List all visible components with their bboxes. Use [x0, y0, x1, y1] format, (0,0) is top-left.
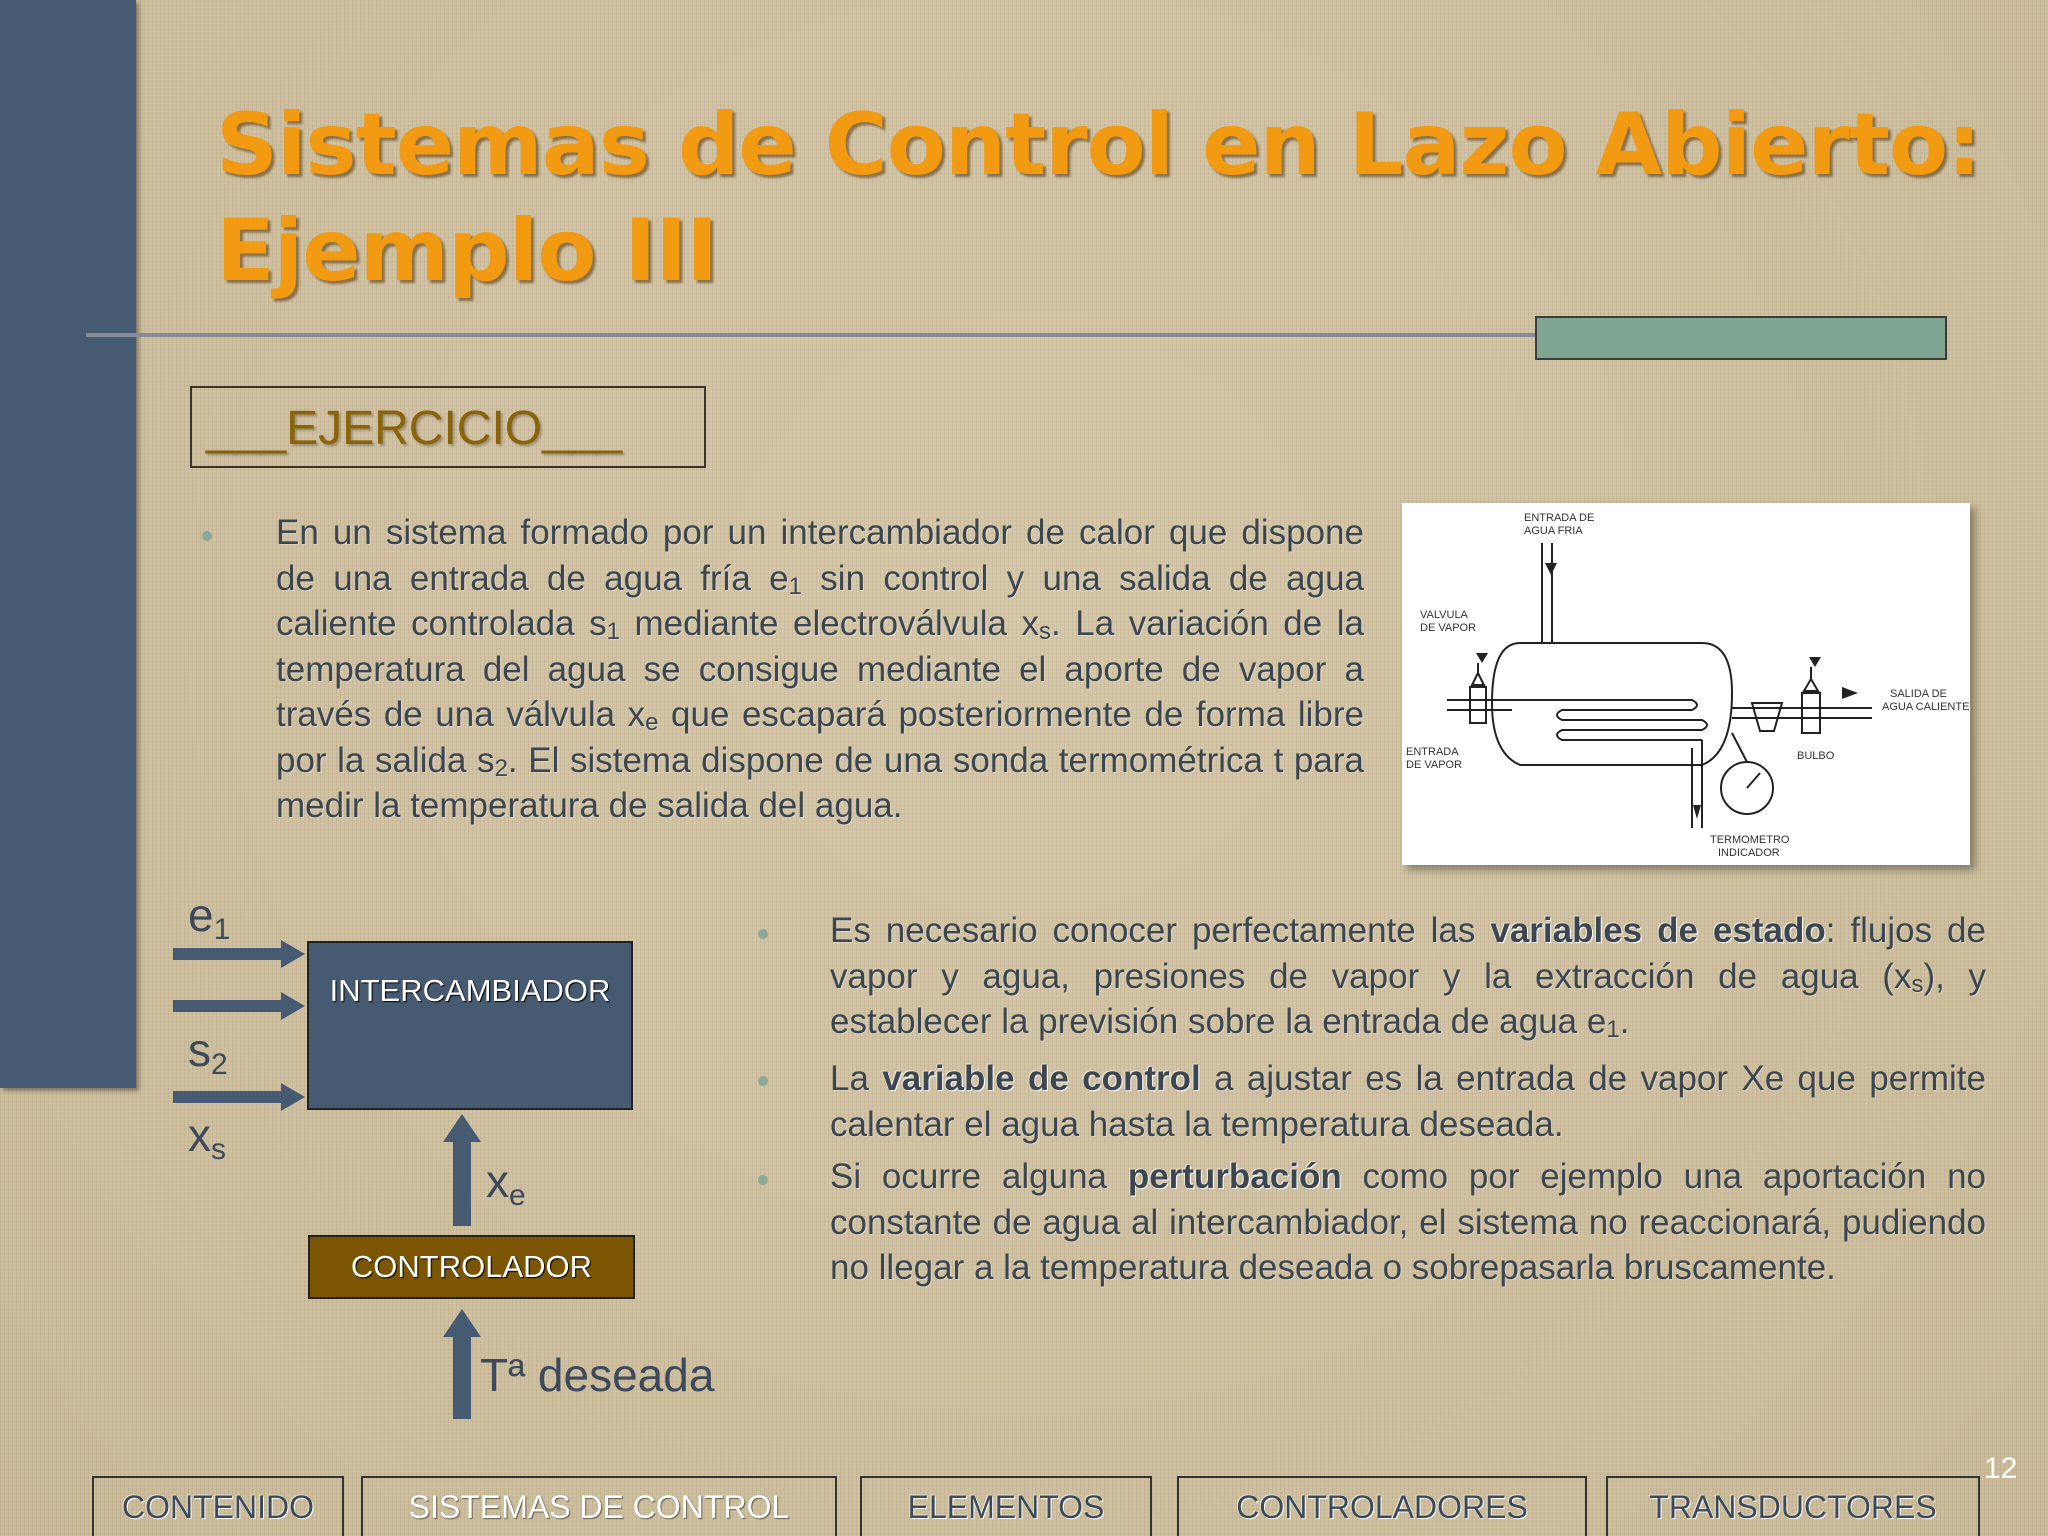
label-xs: $x_s$: [188, 1109, 226, 1166]
nav-contenido-button[interactable]: CONTENIDO: [92, 1476, 344, 1536]
nav-controladores-button[interactable]: CONTROLADORES: [1177, 1476, 1587, 1536]
bullet-dot: [758, 929, 768, 939]
nav-transductores-button[interactable]: TRANSDUCTORES: [1606, 1476, 1980, 1536]
label-salida-agua: SALIDA DE AGUA CALIENTE: [1882, 688, 1970, 713]
label-entrada-agua: ENTRADA DE AGUA FRIA: [1524, 512, 1595, 537]
bullet-variables-estado: Es necesario conocer perfectamente las variables de estado: flujos de vapor y agua, presiones de vapor y la extracción de agua $(x_s)$, y establecer la previsión sobre la entrada de agua $e_1$.: [830, 911, 1987, 1043]
page-number: 12: [1984, 1452, 2018, 1485]
bullet-dot: [758, 1076, 768, 1086]
arrow-s2-output: [173, 1091, 283, 1103]
slide-title: [216, 92, 1981, 304]
arrow-middle-input: [173, 1000, 283, 1012]
bullet-dot: [758, 1175, 768, 1185]
slide-title-line-1: Sistemas de Control en Lazo Abierto:: [216, 95, 1981, 195]
label-termometro: TERMOMETRO INDICADOR: [1710, 834, 1790, 859]
slide-title-line-2: Ejemplo III: [216, 201, 718, 301]
arrow-e1-input: [173, 948, 283, 960]
bullet-perturbacion: Si ocurre alguna perturbación como por ejemplo una aportación no constante de agua al intercambiador, el sistema no reaccionará, pudiendo no llegar a la temperatura deseada o sobrepasarla bruscamente.: [830, 1157, 1986, 1287]
section-label-ejercicio: ___EJERCICIO___: [190, 386, 706, 468]
heat-exchanger-schematic: [1402, 503, 1970, 865]
label-s2: $s_2$: [188, 1024, 228, 1081]
label-e1: $e_1$: [188, 889, 231, 946]
intercambiador-box: INTERCAMBIADOR: [307, 941, 633, 1110]
accent-box: [1535, 316, 1947, 360]
label-xe: $x_e$: [486, 1155, 526, 1212]
arrow-xe: [453, 1140, 471, 1226]
label-entrada-vapor: ENTRADA DE VAPOR: [1406, 746, 1463, 771]
label-bulbo: BULBO: [1797, 750, 1835, 762]
bullet-variable-control: La variable de control a ajustar es la entrada de vapor Xe que permite calentar el agua hasta la temperatura deseada.: [830, 1059, 1986, 1144]
bullet-dot: [202, 531, 212, 541]
left-decorative-bar: [0, 0, 136, 1088]
label-valvula-vapor: VALVULA DE VAPOR: [1420, 609, 1477, 634]
nav-sistemas-de-control-button[interactable]: SISTEMAS DE CONTROL: [361, 1476, 837, 1536]
label-temp-deseada: Tª deseada: [480, 1349, 715, 1401]
arrow-temperature: [453, 1335, 471, 1419]
schematic-drawing: [1402, 503, 1970, 865]
controlador-box: CONTROLADOR: [308, 1235, 635, 1299]
intro-paragraph: En un sistema formado por un intercambiador de calor que dispone de una entrada de agua fría $e_1$ sin control y una salida de agua caliente controlada $s_1$ mediante electroválvula $x_s$. La variación de la temperatura del agua se consigue mediante el aporte de vapor a través de una válvula $x_e$ que escapará posteriormente de forma libre por la salida $s_2$. El sistema dispone de una sonda termométrica t para medir la temperatura de salida del agua.: [276, 513, 1364, 825]
nav-elementos-button[interactable]: ELEMENTOS: [860, 1476, 1152, 1536]
